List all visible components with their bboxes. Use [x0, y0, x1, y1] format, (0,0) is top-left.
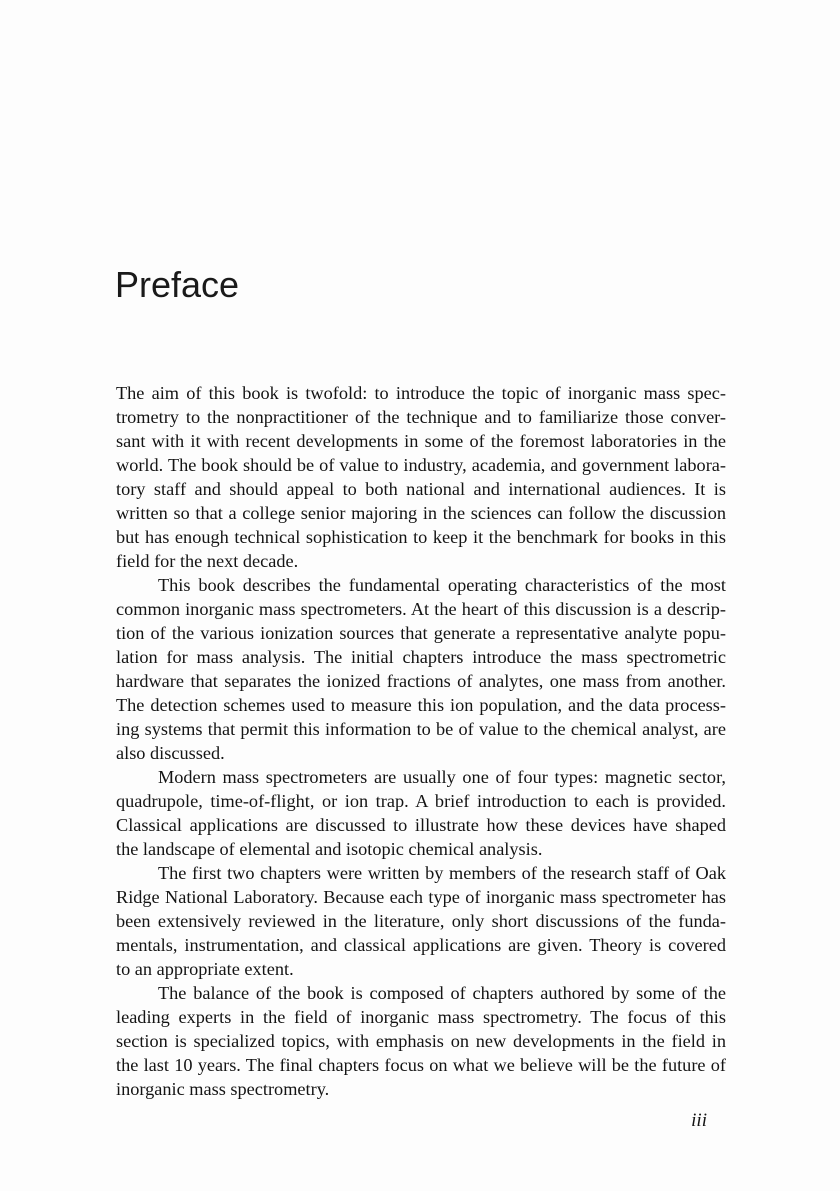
text-line: trometry to the nonpractitioner of the technique and to familiarize those conver- — [116, 407, 726, 427]
paragraph — [116, 981, 726, 1101]
text-line: tory staff and should appeal to both national and international audiences. It is — [116, 479, 726, 499]
text-line: Ridge National Laboratory. Because each type of inorganic mass spectrometer has — [116, 887, 726, 907]
text-line: The first two chapters were written by members of the research staff of Oak — [158, 863, 726, 883]
paragraph — [116, 381, 726, 573]
text-line: been extensively reviewed in the literature, only short discussions of the funda- — [116, 911, 726, 931]
text-line: to an appropriate extent. — [116, 959, 294, 979]
text-line: lation for mass analysis. The initial chapters introduce the mass spectrometric — [116, 647, 726, 667]
text-line: quadrupole, time-of-flight, or ion trap. A brief introduction to each is provided. — [116, 791, 726, 811]
text-line: tion of the various ionization sources that generate a representative analyte popu- — [116, 623, 726, 643]
text-line: sant with it with recent developments in some of the foremost laboratories in the — [116, 431, 726, 451]
text-line: inorganic mass spectrometry. — [116, 1079, 330, 1099]
text-line: world. The book should be of value to industry, academia, and government labora- — [116, 455, 726, 475]
text-line: written so that a college senior majoring in the sciences can follow the discussion — [116, 503, 726, 523]
text-line: field for the next decade. — [116, 551, 299, 571]
page-number: iii — [691, 1110, 707, 1131]
text-line: Modern mass spectrometers are usually one of four types: magnetic sector, — [158, 767, 726, 787]
text-line: section is specialized topics, with emphasis on new developments in the field in — [116, 1031, 726, 1051]
paragraph — [116, 861, 726, 981]
text-line: the last 10 years. The final chapters focus on what we believe will be the future of — [116, 1055, 726, 1075]
text-line: The balance of the book is composed of chapters authored by some of the — [158, 983, 726, 1003]
text-line: ing systems that permit this information to be of value to the chemical analyst, are — [116, 719, 726, 739]
text-line: common inorganic mass spectrometers. At the heart of this discussion is a descrip- — [116, 599, 726, 619]
text-line: but has enough technical sophistication to keep it the benchmark for books in this — [116, 527, 726, 547]
text-line: The detection schemes used to measure this ion population, and the data process- — [116, 695, 726, 715]
text-line: Classical applications are discussed to illustrate how these devices have shaped — [116, 815, 726, 835]
paragraph — [116, 573, 726, 765]
page-title: Preface — [115, 264, 240, 305]
text-line: the landscape of elemental and isotopic chemical analysis. — [116, 839, 543, 859]
text-line: leading experts in the field of inorganic mass spectrometry. The focus of this — [116, 1007, 726, 1027]
text-line: mentals, instrumentation, and classical applications are given. Theory is covered — [116, 935, 726, 955]
text-line: hardware that separates the ionized fractions of analytes, one mass from another. — [116, 671, 726, 691]
text-line: The aim of this book is twofold: to introduce the topic of inorganic mass spec- — [116, 383, 726, 403]
text-line: also discussed. — [116, 743, 225, 763]
text-line: This book describes the fundamental operating characteristics of the most — [158, 575, 726, 595]
preface-body — [116, 381, 726, 1101]
paragraph — [116, 765, 726, 861]
